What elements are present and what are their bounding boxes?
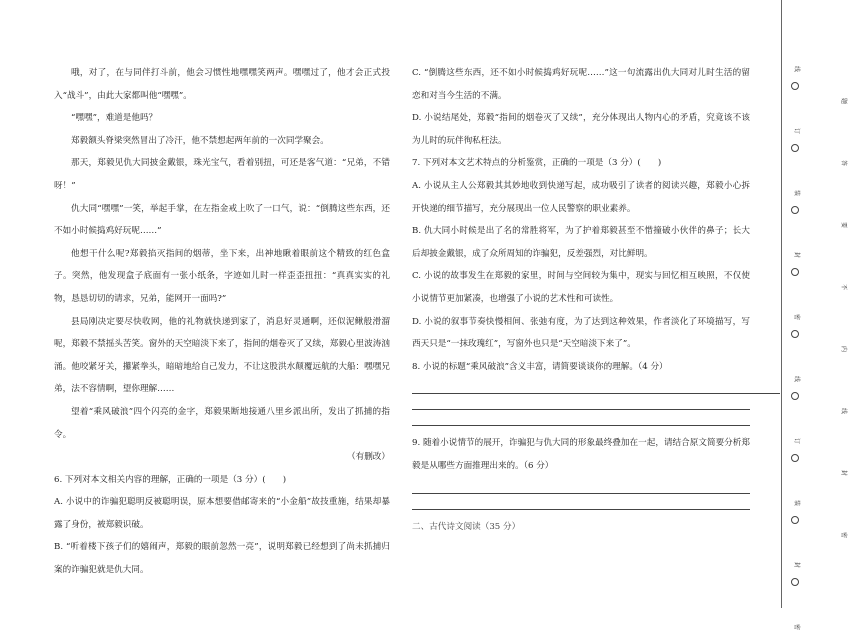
paragraph: 郑毅额头脊梁突然冒出了冷汗，他不禁想起两年前的一次同学聚会。 [71, 135, 329, 146]
section-heading: 二、古代诗文阅读（35 分） [412, 521, 521, 532]
paragraph: 望着“乘风破浪”四个闪亮的金字，郑毅果断地接通八里乡派出所，发出了抓捕的指令。 [54, 406, 390, 440]
option-b: B. “听着楼下孩子们的嬉闹声，郑毅的眼前忽然一亮”，说明郑毅已经想到了尚未抓捕归案的诈骗犯就是仇大同。 [54, 542, 390, 576]
binding-label: 订 [793, 437, 801, 445]
binding-field-char: 内 [840, 345, 848, 353]
binding-label: 订 [793, 127, 801, 135]
binding-field-char: 不 [840, 283, 848, 291]
binding-line [781, 0, 782, 608]
question-6: 6. 下列对本文相关内容的理解，正确的一项是（3 分）( ) [54, 474, 287, 485]
binding-label: 封 [793, 561, 801, 569]
binding-label: 封 [793, 251, 801, 259]
paragraph: 仇大同“嘿嘿”一笑，举起手掌，在左指金戒上吹了一口气，说：“倒腾这些东西，还不如小时候捣鸡好玩呢……” [54, 203, 390, 237]
question-7: 7. 下列对本文艺术特点的分析鉴赏，正确的一项是（3 分）( ) [412, 158, 662, 169]
paragraph: “嘿嘿”，难道是他吗？ [71, 113, 158, 124]
binding-hole [791, 454, 799, 462]
binding-hole [791, 144, 799, 152]
binding-field-char: 封 [840, 469, 848, 477]
binding-label: 装 [793, 499, 801, 507]
answer-line[interactable] [412, 494, 750, 510]
paragraph: 县局刚决定要尽快收网，他的礼物就快递到家了，消息好灵通啊，还似泥鳅般滑溜呢，郑毅不禁摇头苦笑。窗外的天空暗淡下来了，指间的烟卷灭了又续，郑毅心里波涛汹涌。他咬紧牙关，攥紧拳头，暗暗地给自己发力，不让这股洪水颠覆远航的大船：嘿嘿兄弟，法不容情啊，望你理解…… [54, 316, 390, 395]
binding-field-char: 线 [840, 407, 848, 415]
answer-line[interactable] [412, 478, 750, 494]
answer-line[interactable] [412, 378, 780, 394]
binding-hole [791, 82, 799, 90]
source-note: （有删改） [347, 452, 390, 463]
binding-label: 线 [793, 375, 801, 383]
option-d: D. 小说结尾处，郑毅“指间的烟卷灭了又续”，充分体现出人物内心的矛盾，究竟该不该为儿时的玩伴徇私枉法。 [412, 113, 750, 146]
paragraph: 他想干什么呢?郑毅掐灭指间的烟蒂，坐下来，出神地瞅着眼前这个精致的红色盒子。突然，他发现盒子底面有一张小纸条，字迹如儿时一样歪歪扭扭：“真真实实的礼物，恳恳切切的请求，兄弟，能网开一面吗?” [54, 248, 390, 304]
binding-field-char: 密 [840, 531, 848, 539]
binding-hole [791, 268, 799, 276]
binding-label: 密 [793, 623, 801, 630]
option-c: C. 小说的故事发生在郑毅的家里，时间与空间较为集中，现实与回忆相互映照，不仅使小说情节更加紧凑，也增强了小说的艺术性和可读性。 [412, 271, 750, 304]
option-b: B. 仇大同小时候是出了名的常胜将军，为了护着郑毅甚至不惜撞破小伙伴的鼻子；长大后却披金戴银，成了众所周知的诈骗犯，反差强烈，对比鲜明。 [412, 226, 750, 259]
option-a: A. 小说中的诈骗犯聪明反被聪明误，原本想要借邮寄来的“小金船”故技重施，结果却暴露了身份，被郑毅识破。 [54, 497, 390, 530]
right-column [412, 62, 750, 538]
binding-label: 装 [793, 189, 801, 197]
binding-field-char: 要 [840, 221, 848, 229]
binding-label: 密 [793, 313, 801, 321]
binding-hole [791, 206, 799, 214]
binding-field-char: 答 [840, 159, 848, 167]
binding-hole [791, 392, 799, 400]
binding-hole [791, 516, 799, 524]
left-column [54, 62, 390, 582]
option-d: D. 小说的叙事节奏快慢相间、张弛有度，为了达到这种效果，作者淡化了环境描写，写西天只是“一抹玫瑰红”，写窗外也只是“天空暗淡下来了”。 [412, 316, 750, 350]
binding-field-char: 题 [840, 97, 848, 105]
paragraph: 那天，郑毅见仇大同披金戴银，珠光宝气，看着别扭，可还是客气道：“兄弟，不错呀！” [54, 158, 390, 191]
binding-hole [791, 330, 799, 338]
option-a: A. 小说从主人公郑毅其其妙地收到快递写起，成功吸引了读者的阅读兴趣，郑毅小心拆开快递的细节描写，充分展现出一位人民警察的职业素养。 [412, 180, 750, 214]
answer-line[interactable] [412, 410, 750, 426]
question-8: 8. 小说的标题“乘风破浪”含义丰富，请简要谈谈你的理解。（4 分） [412, 361, 668, 372]
paragraph: 哦，对了，在与同伴打斗前，他会习惯性地嘿嘿笑两声。嘿嘿过了，他才会正式投入“战斗”，由此大家都叫他“嘿嘿”。 [54, 68, 390, 101]
question-9: 9. 随着小说情节的展开，诈骗犯与仇大同的形象最终叠加在一起，请结合原文简要分析郑毅是从哪些方面推理出来的。（6 分） [412, 438, 750, 471]
binding-hole [791, 578, 799, 586]
answer-line[interactable] [412, 394, 750, 410]
binding-label: 线 [793, 65, 801, 73]
option-c: C. “倒腾这些东西，还不如小时候捣鸡好玩呢……”这一句流露出仇大同对儿时生活的留恋和对当今生活的不满。 [412, 68, 750, 101]
